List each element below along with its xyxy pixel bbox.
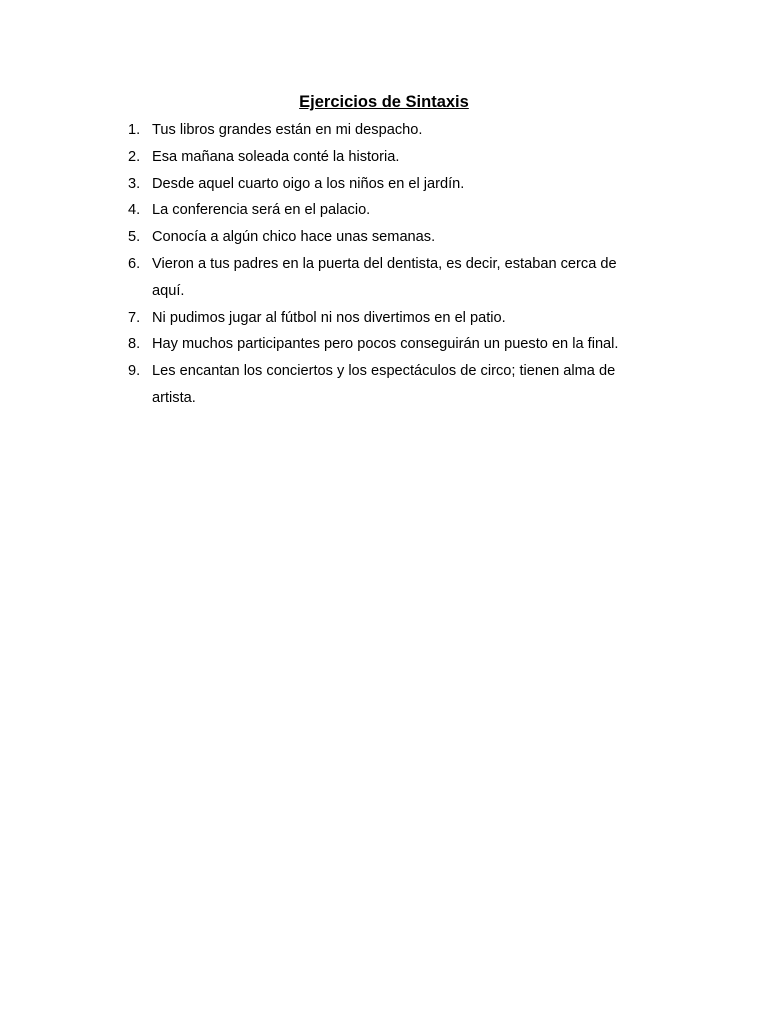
item-number: 6.	[128, 255, 141, 272]
item-text: Desde aquel cuarto oigo a los niños en el jardín.	[152, 175, 465, 192]
item-number: 8.	[128, 336, 141, 353]
item-text: Vieron a tus padres en la puerta del dentista, es decir, estaban cerca de aquí.	[152, 255, 617, 299]
page-title: Ejercicios de Sintaxis	[299, 93, 469, 111]
item-text: Tus libros grandes están en mi despacho.	[152, 122, 423, 138]
list-item	[0, 171, 768, 198]
item-text: Esa mañana soleada conté la historia.	[152, 148, 400, 165]
list-item	[0, 305, 768, 332]
item-text: Hay muchos participantes pero pocos conseguirán un puesto en la final.	[152, 336, 619, 353]
item-number: 4.	[128, 202, 141, 219]
exercise-list	[0, 117, 768, 412]
item-number: 1.	[128, 122, 141, 138]
item-text: La conferencia será en el palacio.	[152, 202, 371, 219]
item-number: 9.	[128, 363, 141, 380]
item-number: 7.	[128, 309, 141, 326]
list-item	[0, 331, 768, 358]
list-item	[0, 144, 768, 171]
list-item	[0, 197, 768, 224]
list-item	[0, 224, 768, 251]
item-number: 3.	[128, 175, 141, 192]
item-number: 2.	[128, 148, 141, 165]
list-item	[0, 251, 768, 305]
item-text: Ni pudimos jugar al fútbol ni nos divertimos en el patio.	[152, 309, 506, 326]
list-item	[0, 117, 768, 144]
item-text: Conocía a algún chico hace unas semanas.	[152, 229, 436, 246]
item-text: Les encantan los conciertos y los espectáculos de circo; tienen alma de artista.	[152, 363, 616, 406]
item-number: 5.	[128, 229, 141, 246]
list-item	[0, 358, 768, 412]
